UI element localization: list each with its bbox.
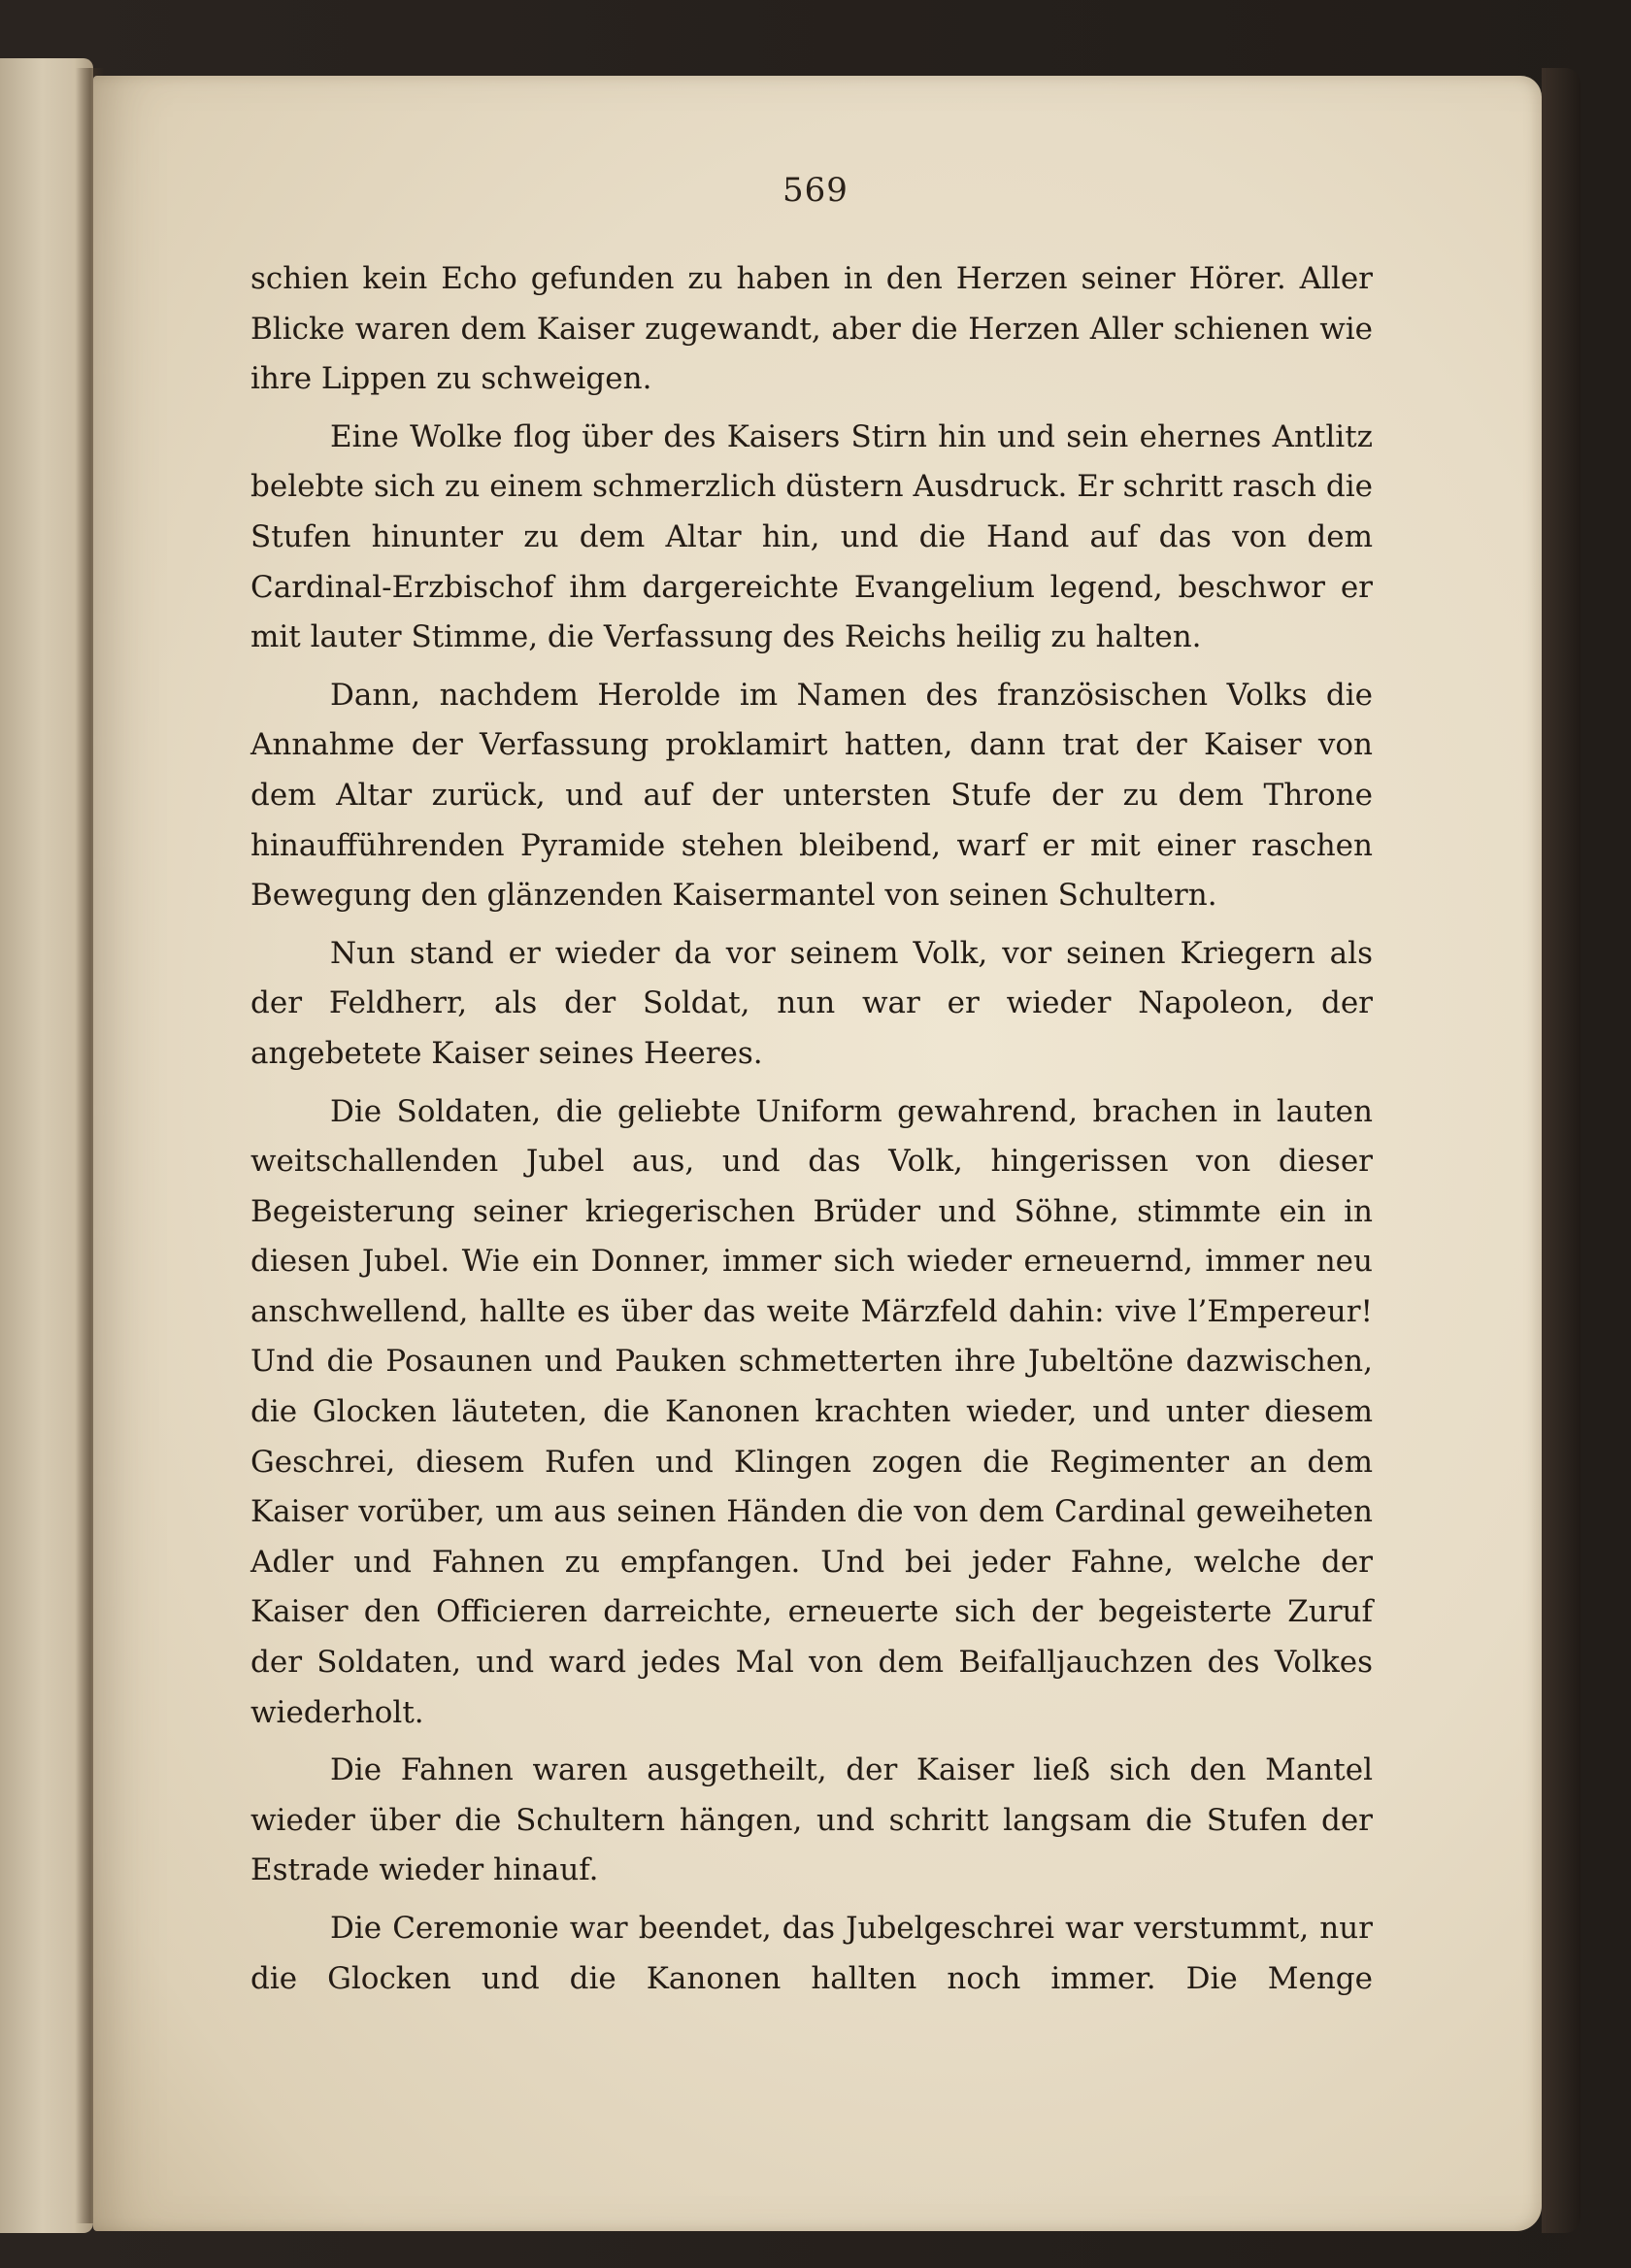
paragraph: Nun stand er wieder da vor seinem Volk, vor seinen Kriegern als der Feldherr, als der Soldat, nun war er wieder Napoleon, der angebetete Kaiser seines Heeres.	[250, 935, 1373, 1071]
paragraph: Die Soldaten, die geliebte Uniform gewahrend, brachen in lauten weitschallenden Jubel aus, und das Volk, hingerissen von dieser Begeisterung seiner kriegerischen Brüder und Söhne, stimmte ein in diesen Jubel. Wie ein Donner, immer sich wieder erneuernd, immer neu anschwellend, hallte es über das weite Märzfeld dahin: vive l’Empereur! Und die Posaunen und Pauken schmetterten ihre Jubeltöne dazwischen, die Glocken läuteten, die Kanonen krachten wieder, und unter diesem Geschrei, diesem Rufen und Klingen zogen die Regimenter an dem Kaiser vorüber, um aus seinen Händen die von dem Cardinal geweiheten Adler und Fahnen zu empfangen. Und bei jeder Fahne, welche der Kaiser den Officieren darreichte, erneuerte sich der begeisterte Zuruf der Soldaten, und ward jedes Mal von dem Beifalljauchzen des Volkes wiederholt.	[250, 1093, 1373, 1730]
paragraph: Die Ceremonie war beendet, das Jubelgeschrei war verstummt, nur die Glocken und die Kanonen hallten noch immer. Die Menge	[250, 1911, 1373, 1996]
page-number: 569	[782, 171, 849, 210]
paragraph: Eine Wolke flog über des Kaisers Stirn hin und sein ehernes Antlitz belebte sich zu einem schmerzlich düstern Ausdruck. Er schritt rasch die Stufen hinunter zu dem Altar hin, und die Hand auf das von dem Cardinal-Erzbischof ihm dargereichte Evangelium legend, beschwor er mit lauter Stimme, die Verfassung des Reichs heilig zu halten.	[250, 418, 1373, 655]
paragraph: schien kein Echo gefunden zu haben in den Herzen seiner Hörer. Aller Blicke waren dem Kaiser zugewandt, aber die Herzen Aller schienen wie ihre Lippen zu schweigen.	[250, 261, 1373, 397]
book-cover-edge	[1542, 68, 1581, 2233]
body-text	[250, 254, 1373, 2012]
paragraph: Dann, nachdem Herolde im Namen des französischen Volks die Annahme der Verfassung proklamirt hatten, dann trat der Kaiser von dem Altar zurück, und auf der untersten Stufe der zu dem Throne hinaufführenden Pyramide stehen bleibend, warf er mit einer raschen Bewegung den glänzenden Kaisermantel von seinen Schultern.	[250, 677, 1373, 914]
paragraph: Die Fahnen waren ausgetheilt, der Kaiser ließ sich den Mantel wieder über die Schultern hängen, und schritt langsam die Stufen der Estrade wieder hinauf.	[250, 1752, 1373, 1888]
